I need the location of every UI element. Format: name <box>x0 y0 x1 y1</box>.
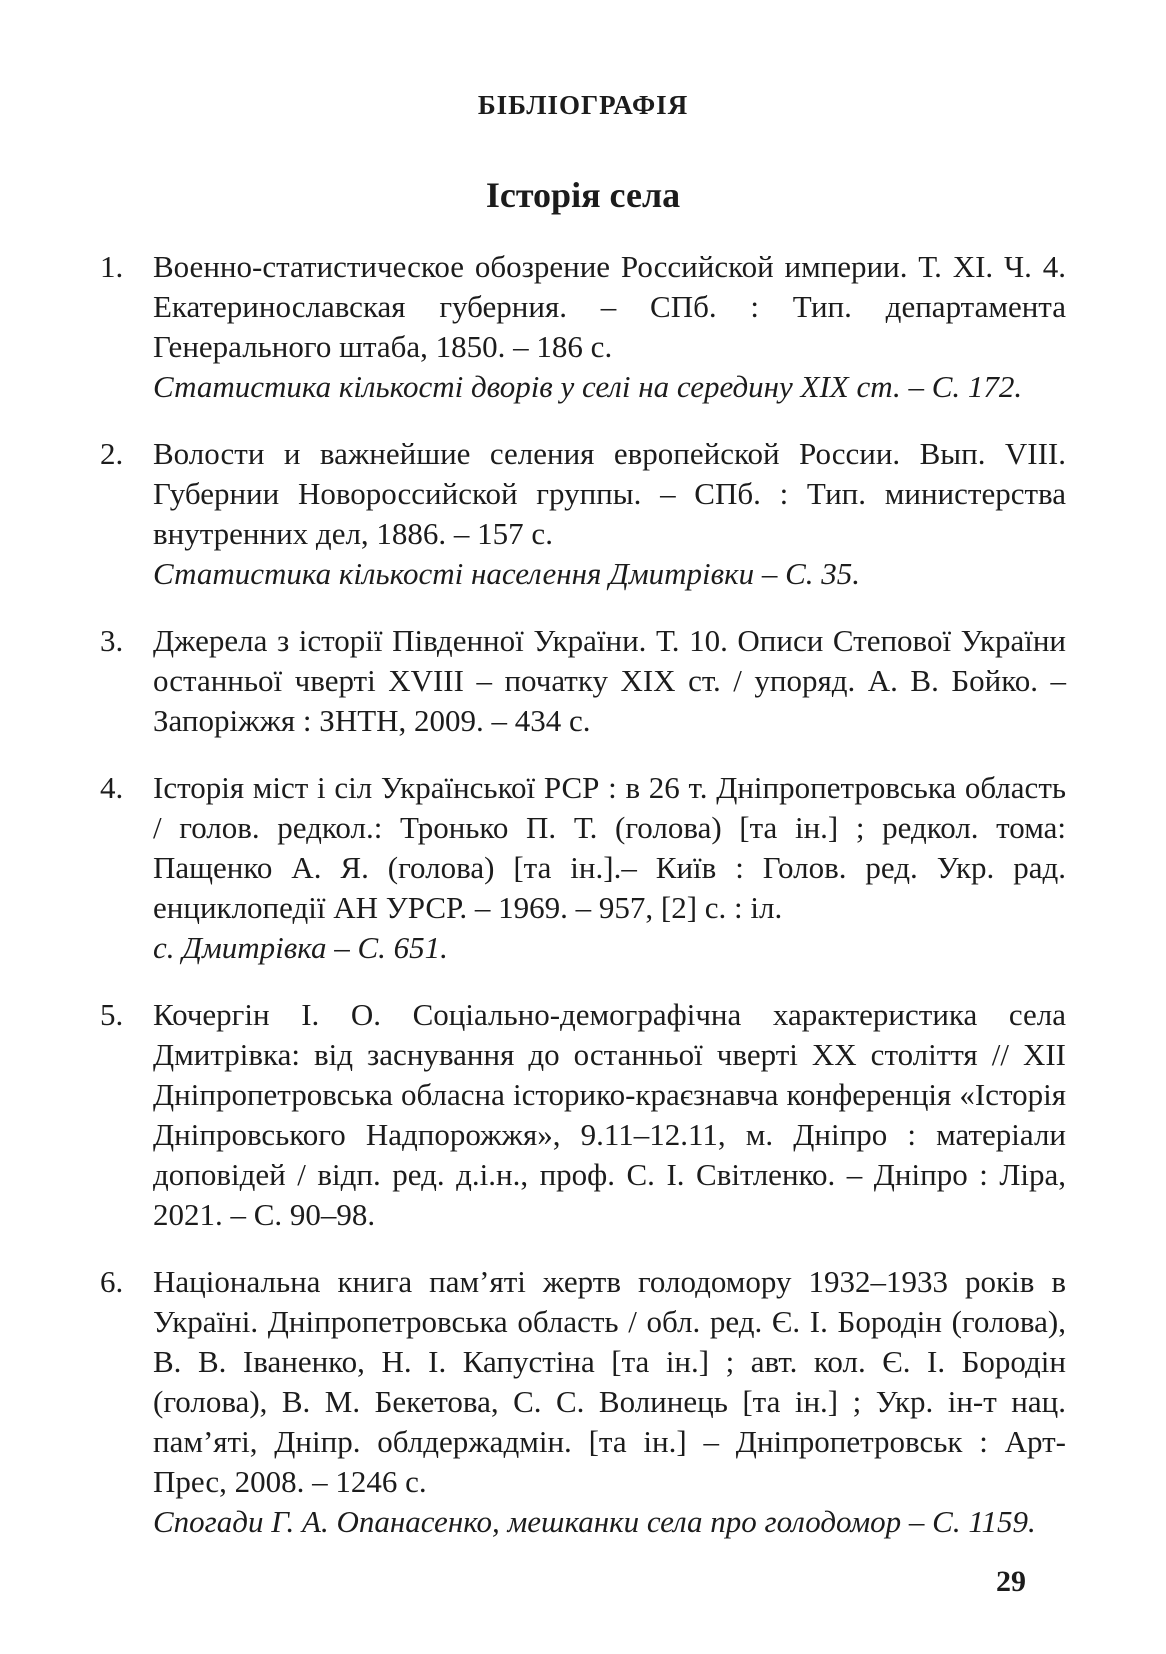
entry-number: 2. <box>100 436 124 471</box>
entry-number: 5. <box>100 997 124 1032</box>
entry-number: 4. <box>100 770 124 805</box>
bibliography-entry <box>100 1262 1066 1542</box>
bibliography-entry <box>100 621 1066 741</box>
entry-text: Военно-статистическое обозрение Российской империи. Т. XI. Ч. 4. Екатеринославская губерния. – СПб. : Тип. департамента Генерального штаба, 1850. – 186 с. <box>153 249 1066 364</box>
entry-note: Спогади Г. А. Опанасенко, мешканки села про голодомор – С. 1159. <box>153 1504 1036 1539</box>
entry-note: Статистика кількості населення Дмитрівки – С. 35. <box>153 556 861 591</box>
entry-text: Історія міст і сіл Української РСР : в 26 т. Дніпропетровська область / голов. редкол.: Тронько П. Т. (голова) [та ін.] ; редкол. тома: Пащенко А. Я. (голова) [та ін.].– Київ : Голов. ред. Укр. рад. енциклопедії АН УРСР. – 1969. – 957, [2] с. : іл. <box>153 770 1066 925</box>
page-header: БІБЛІОГРАФІЯ <box>477 90 689 120</box>
bibliography-entry <box>100 995 1066 1235</box>
bibliography-entry <box>100 434 1066 594</box>
entry-text: Волости и важнейшие селения европейской России. Вып. VIII. Губернии Новороссийской группы. – СПб. : Тип. министерства внутренних дел, 1886. – 157 с. <box>153 436 1066 551</box>
entry-text: Кочергін І. О. Соціально-демографічна характеристика села Дмитрівка: від заснування до останньої чверті XX століття // XII Дніпропетровська обласна історико-краєзнавча конференція «Історія Дніпровського Надпорожжя», 9.11–12.11, м. Дніпро : матеріали доповідей / відп. ред. д.і.н., проф. С. І. Світленко. – Дніпро : Ліра, 2021. – С. 90–98. <box>153 997 1066 1232</box>
bibliography-list <box>100 247 1066 1569</box>
section-title: Історія села <box>485 175 681 215</box>
entry-number: 3. <box>100 623 124 658</box>
bibliography-entry <box>100 768 1066 968</box>
entry-text: Національна книга пам’яті жертв голодомору 1932–1933 років в Україні. Дніпропетровська область / обл. ред. Є. І. Бородін (голова), В. В. Іваненко, Н. І. Капустіна [та ін.] ; авт. кол. Є. І. Бородін (голова), В. М. Бекетова, С. С. Волинець [та ін.] ; Укр. ін-т нац. пам’яті, Дніпр. облдержадмін. [та ін.] – Дніпропетровськ : Арт-Прес, 2008. – 1246 с. <box>153 1264 1066 1499</box>
bibliography-entry <box>100 247 1066 407</box>
entry-note: с. Дмитрівка – С. 651. <box>153 930 448 965</box>
entry-note: Статистика кількості дворів у селі на середину XIX ст. – С. 172. <box>153 369 1023 404</box>
entry-number: 6. <box>100 1264 124 1299</box>
entry-text: Джерела з історії Південної України. Т. 10. Описи Степової України останньої чверті XVIII – початку XIX ст. / упоряд. А. В. Бойко. – Запоріжжя : ЗНТН, 2009. – 434 с. <box>153 623 1066 738</box>
entry-number: 1. <box>100 249 124 284</box>
page-number: 29 <box>996 1565 1026 1598</box>
